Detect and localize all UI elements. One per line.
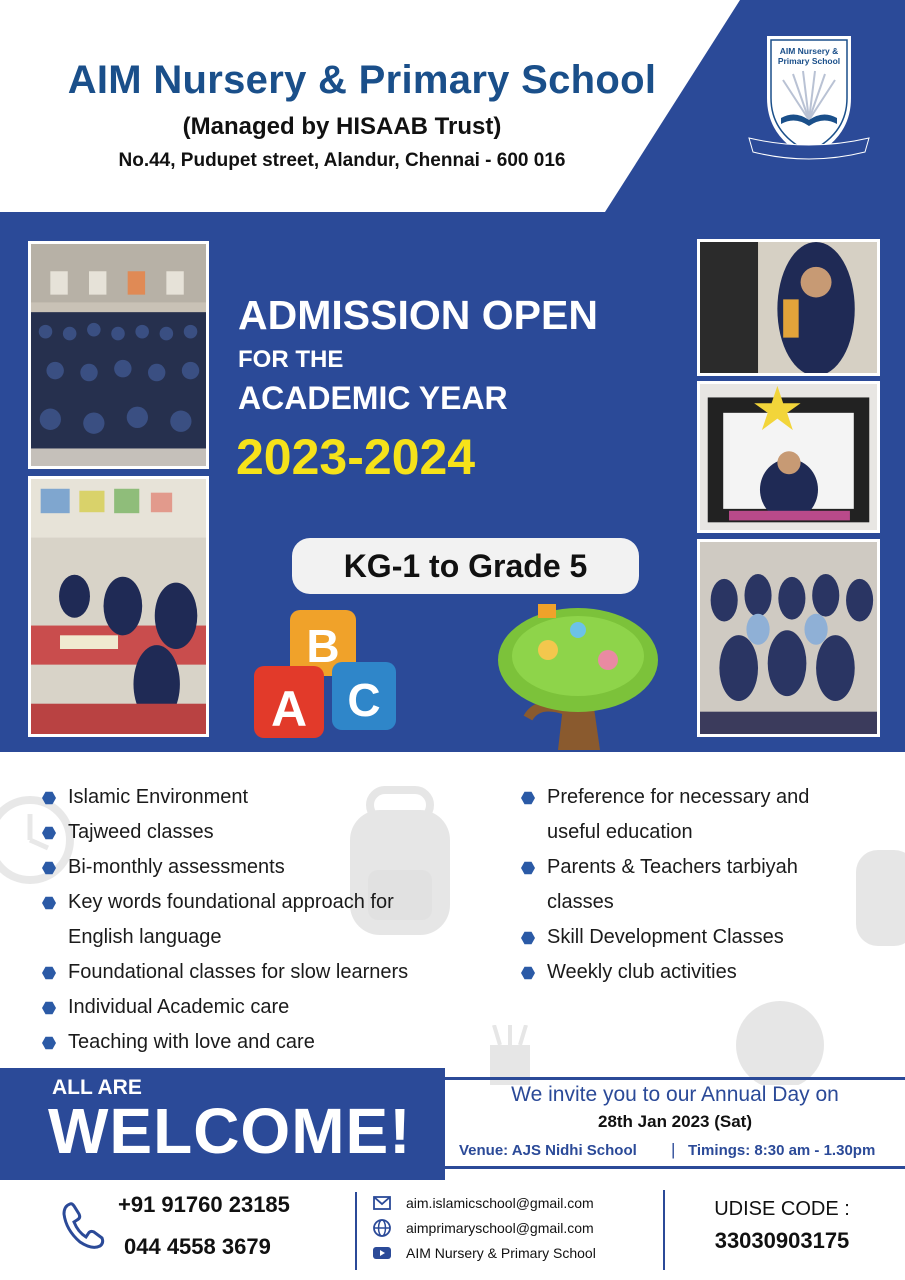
feature-item: Skill Development Classes (521, 920, 809, 955)
feature-item: Bi-monthly assessments (42, 850, 408, 885)
invite-bottom-rule (445, 1166, 905, 1169)
annual-day-invite: We invite you to our Annual Day on (511, 1083, 839, 1106)
contact-youtube[interactable] (372, 1242, 596, 1264)
feature-item-continued: English language (68, 926, 222, 948)
hexagon-bullet-icon (521, 966, 535, 980)
annual-day-timings: Timings: 8:30 am - 1.30pm (688, 1142, 876, 1159)
hexagon-bullet-icon (521, 791, 535, 805)
photo-award (697, 239, 880, 376)
youtube-icon (372, 1243, 392, 1263)
phone-number-landline[interactable]: 044 4558 3679 (124, 1234, 271, 1259)
footer-divider-left (355, 1192, 357, 1270)
photo-group (697, 539, 880, 737)
school-address: No.44, Pudupet street, Alandur, Chennai - 600 016 (118, 150, 566, 171)
contact-email[interactable] (372, 1192, 594, 1214)
hexagon-bullet-icon (42, 1036, 56, 1050)
block-letter-b: B (306, 620, 340, 672)
paintbrush-icon (480, 1025, 540, 1085)
annual-day-venue: Venue: AJS Nidhi School (459, 1142, 637, 1159)
grade-range-pill: KG-1 to Grade 5 (292, 538, 639, 594)
venue-timing-separator: | (671, 1140, 676, 1159)
phone-number-mobile[interactable]: +91 91760 23185 (118, 1192, 290, 1217)
managed-by: (Managed by HISAAB Trust) (182, 113, 502, 140)
youtube-text: AIM Nursery & Primary School (406, 1245, 596, 1261)
contact-website[interactable] (372, 1217, 594, 1239)
feature-item: Preference for necessary and (521, 780, 809, 815)
photo-classroom (28, 476, 209, 737)
feature-item: Key words foundational approach for (42, 885, 408, 920)
feature-item: Tajweed classes (42, 815, 408, 850)
footer-divider-right (663, 1190, 665, 1270)
admission-academic-year: ACADEMIC YEAR (238, 380, 508, 416)
logo-name-line1: AIM Nursery & (779, 46, 839, 56)
hexagon-bullet-icon (42, 896, 56, 910)
globe-decoration-icon (720, 995, 840, 1085)
school-name: AIM Nursery & Primary School (67, 58, 657, 102)
features-list-left (42, 780, 408, 1060)
hexagon-bullet-icon (42, 791, 56, 805)
welcome-all-are: ALL ARE (52, 1076, 142, 1099)
welcome-title: WELCOME! (48, 1095, 412, 1167)
logo-name-line2: Primary School (777, 56, 841, 66)
hexagon-bullet-icon (521, 931, 535, 945)
feature-item: Weekly club activities (521, 955, 809, 990)
abc-blocks-illustration (250, 604, 400, 744)
backpack-icon-right (852, 830, 905, 950)
globe-icon (372, 1218, 392, 1238)
udise-label: UDISE CODE : (714, 1198, 850, 1220)
phone-icon (60, 1200, 106, 1252)
feature-item: Parents & Teachers tarbiyah (521, 850, 809, 885)
hexagon-bullet-icon (42, 826, 56, 840)
features-list-right (521, 780, 809, 990)
hexagon-bullet-icon (521, 861, 535, 875)
website-text: aimprimaryschool@gmail.com (406, 1220, 594, 1236)
mail-icon (372, 1193, 392, 1213)
feature-item: Islamic Environment (42, 780, 408, 815)
email-text: aim.islamicschool@gmail.com (406, 1195, 594, 1211)
admission-for-the: FOR THE (238, 346, 344, 373)
photo-star-student (697, 381, 880, 533)
feature-item: Teaching with love and care (42, 1025, 408, 1060)
learning-tree-illustration (488, 600, 668, 750)
block-letter-c: C (347, 674, 381, 726)
admission-title: ADMISSION OPEN (238, 292, 598, 338)
udise-code: 33030903175 (714, 1228, 850, 1253)
invite-top-rule (445, 1077, 905, 1080)
hexagon-bullet-icon (42, 861, 56, 875)
hexagon-bullet-icon (42, 1001, 56, 1015)
annual-day-date: 28th Jan 2023 (Sat) (597, 1112, 752, 1131)
photo-assembly (28, 241, 209, 469)
admission-year-range: 2023-2024 (236, 429, 476, 485)
feature-item-continued: useful education (547, 821, 693, 843)
school-logo (745, 28, 873, 168)
hexagon-bullet-icon (42, 966, 56, 980)
feature-item: Individual Academic care (42, 990, 408, 1025)
feature-item-continued: classes (547, 891, 614, 913)
feature-item: Foundational classes for slow learners (42, 955, 408, 990)
block-letter-a: A (270, 681, 308, 737)
